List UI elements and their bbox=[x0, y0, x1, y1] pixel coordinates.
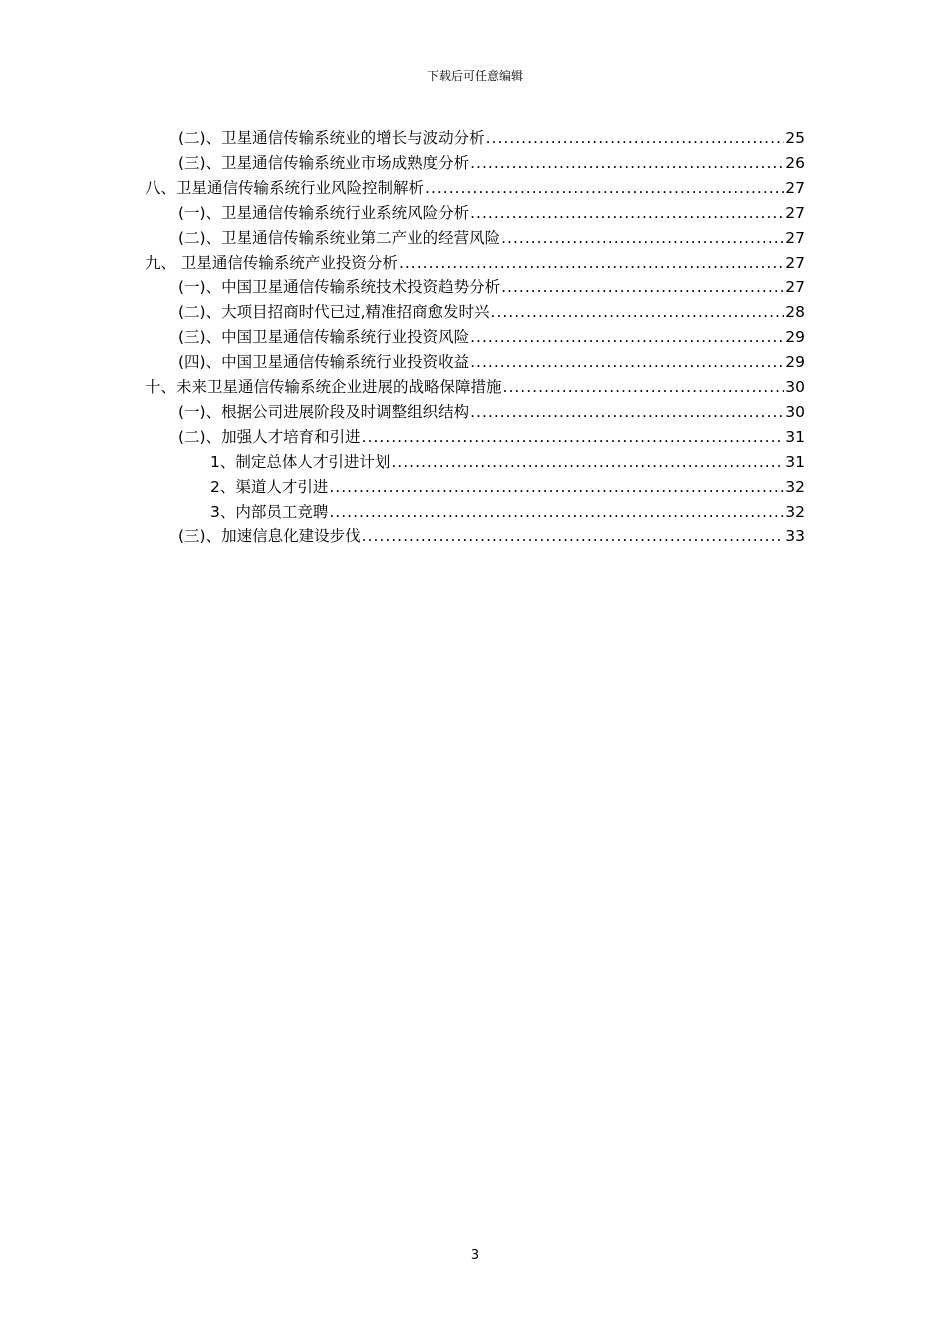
toc-entry[interactable] bbox=[178, 151, 805, 175]
toc-entry[interactable] bbox=[178, 524, 805, 548]
toc-entry-title: (三)、加速信息化建设步伐 bbox=[178, 527, 361, 546]
toc-dot-leader bbox=[391, 450, 784, 474]
toc-dot-leader bbox=[399, 251, 784, 275]
toc-entry-page: 25 bbox=[785, 129, 805, 147]
toc-entry[interactable] bbox=[210, 475, 805, 499]
toc-entry-page: 31 bbox=[785, 427, 805, 446]
toc-dot-leader bbox=[470, 201, 784, 225]
toc-entry-page: 31 bbox=[785, 452, 805, 471]
toc-dot-leader bbox=[362, 524, 785, 548]
toc-entry-title: (四)、中国卫星通信传输系统行业投资收益 bbox=[178, 353, 470, 372]
toc-entry-page: 29 bbox=[785, 328, 805, 347]
toc-entry-title: (二)、卫星通信传输系统业的增长与波动分析 bbox=[178, 129, 485, 147]
toc-dot-leader bbox=[491, 300, 785, 324]
toc-entry-page: 30 bbox=[785, 402, 805, 421]
toc-dot-leader bbox=[329, 475, 784, 499]
toc-entry[interactable] bbox=[178, 350, 805, 374]
toc-entry-page: 32 bbox=[785, 477, 805, 496]
toc-entry-page: 27 bbox=[785, 178, 805, 197]
toc-entry-page: 27 bbox=[785, 203, 805, 222]
toc-entry-page: 27 bbox=[785, 228, 805, 247]
toc-entry-page: 27 bbox=[785, 278, 805, 297]
toc-dot-leader bbox=[329, 500, 784, 524]
toc-entry[interactable] bbox=[178, 425, 805, 449]
toc-entry-title: (一)、中国卫星通信传输系统技术投资趋势分析 bbox=[178, 278, 501, 297]
toc-dot-leader bbox=[470, 151, 784, 175]
toc-entry[interactable] bbox=[178, 201, 805, 225]
toc-entry-title: (二)、加强人才培育和引进 bbox=[178, 427, 361, 446]
toc-entry-page: 32 bbox=[785, 502, 805, 521]
page-number: 3 bbox=[470, 1248, 480, 1263]
toc-entry[interactable] bbox=[178, 400, 805, 424]
toc-entry-page: 26 bbox=[785, 153, 805, 172]
toc-entry[interactable] bbox=[178, 275, 805, 299]
toc-entry[interactable] bbox=[178, 325, 805, 349]
toc-entry[interactable] bbox=[145, 176, 805, 200]
toc-entry[interactable] bbox=[178, 126, 805, 150]
toc-entry-title: 3、内部员工竞聘 bbox=[210, 502, 329, 521]
toc-dot-leader bbox=[503, 375, 785, 399]
toc-entry-title: 1、制定总体人才引进计划 bbox=[210, 452, 391, 471]
toc-dot-leader bbox=[486, 126, 785, 150]
toc-entry[interactable] bbox=[145, 251, 805, 275]
toc-dot-leader bbox=[470, 325, 784, 349]
toc-dot-leader bbox=[501, 275, 784, 299]
toc-entry[interactable] bbox=[210, 500, 805, 524]
toc-entry-page: 28 bbox=[785, 303, 805, 322]
toc-entry-title: (三)、卫星通信传输系统业市场成熟度分析 bbox=[178, 153, 470, 172]
toc-entry-page: 30 bbox=[785, 378, 805, 396]
toc-entry[interactable] bbox=[210, 450, 805, 474]
toc-entry-title: 八、卫星通信传输系统行业风险控制解析 bbox=[145, 178, 425, 197]
toc-entry[interactable] bbox=[145, 375, 805, 399]
toc-entry-title: (二)、大项目招商时代已过,精准招商愈发时兴 bbox=[178, 303, 490, 322]
toc-entry-title: (三)、中国卫星通信传输系统行业投资风险 bbox=[178, 328, 470, 347]
toc-entry-title: (一)、根据公司进展阶段及时调整组织结构 bbox=[178, 402, 470, 421]
toc-dot-leader bbox=[470, 350, 784, 374]
toc-entry-title: 十、未来卫星通信传输系统企业进展的战略保障措施 bbox=[145, 378, 502, 396]
toc-entry-title: 九、 卫星通信传输系统产业投资分析 bbox=[145, 253, 398, 272]
page-header: 下载后可任意编辑 bbox=[426, 69, 523, 83]
toc-dot-leader bbox=[470, 400, 784, 424]
toc-entry-page: 33 bbox=[785, 527, 805, 546]
toc-entry[interactable] bbox=[178, 300, 805, 324]
toc-entry-title: (一)、卫星通信传输系统行业系统风险分析 bbox=[178, 203, 470, 222]
toc-entry[interactable] bbox=[178, 226, 805, 250]
toc-entry-title: 2、渠道人才引进 bbox=[210, 477, 329, 496]
toc-dot-leader bbox=[501, 226, 784, 250]
toc-dot-leader bbox=[425, 176, 784, 200]
toc-entry-page: 27 bbox=[785, 253, 805, 272]
toc-entry-page: 29 bbox=[785, 353, 805, 372]
toc-entry-title: (二)、卫星通信传输系统业第二产业的经营风险 bbox=[178, 228, 501, 247]
toc-dot-leader bbox=[362, 425, 785, 449]
